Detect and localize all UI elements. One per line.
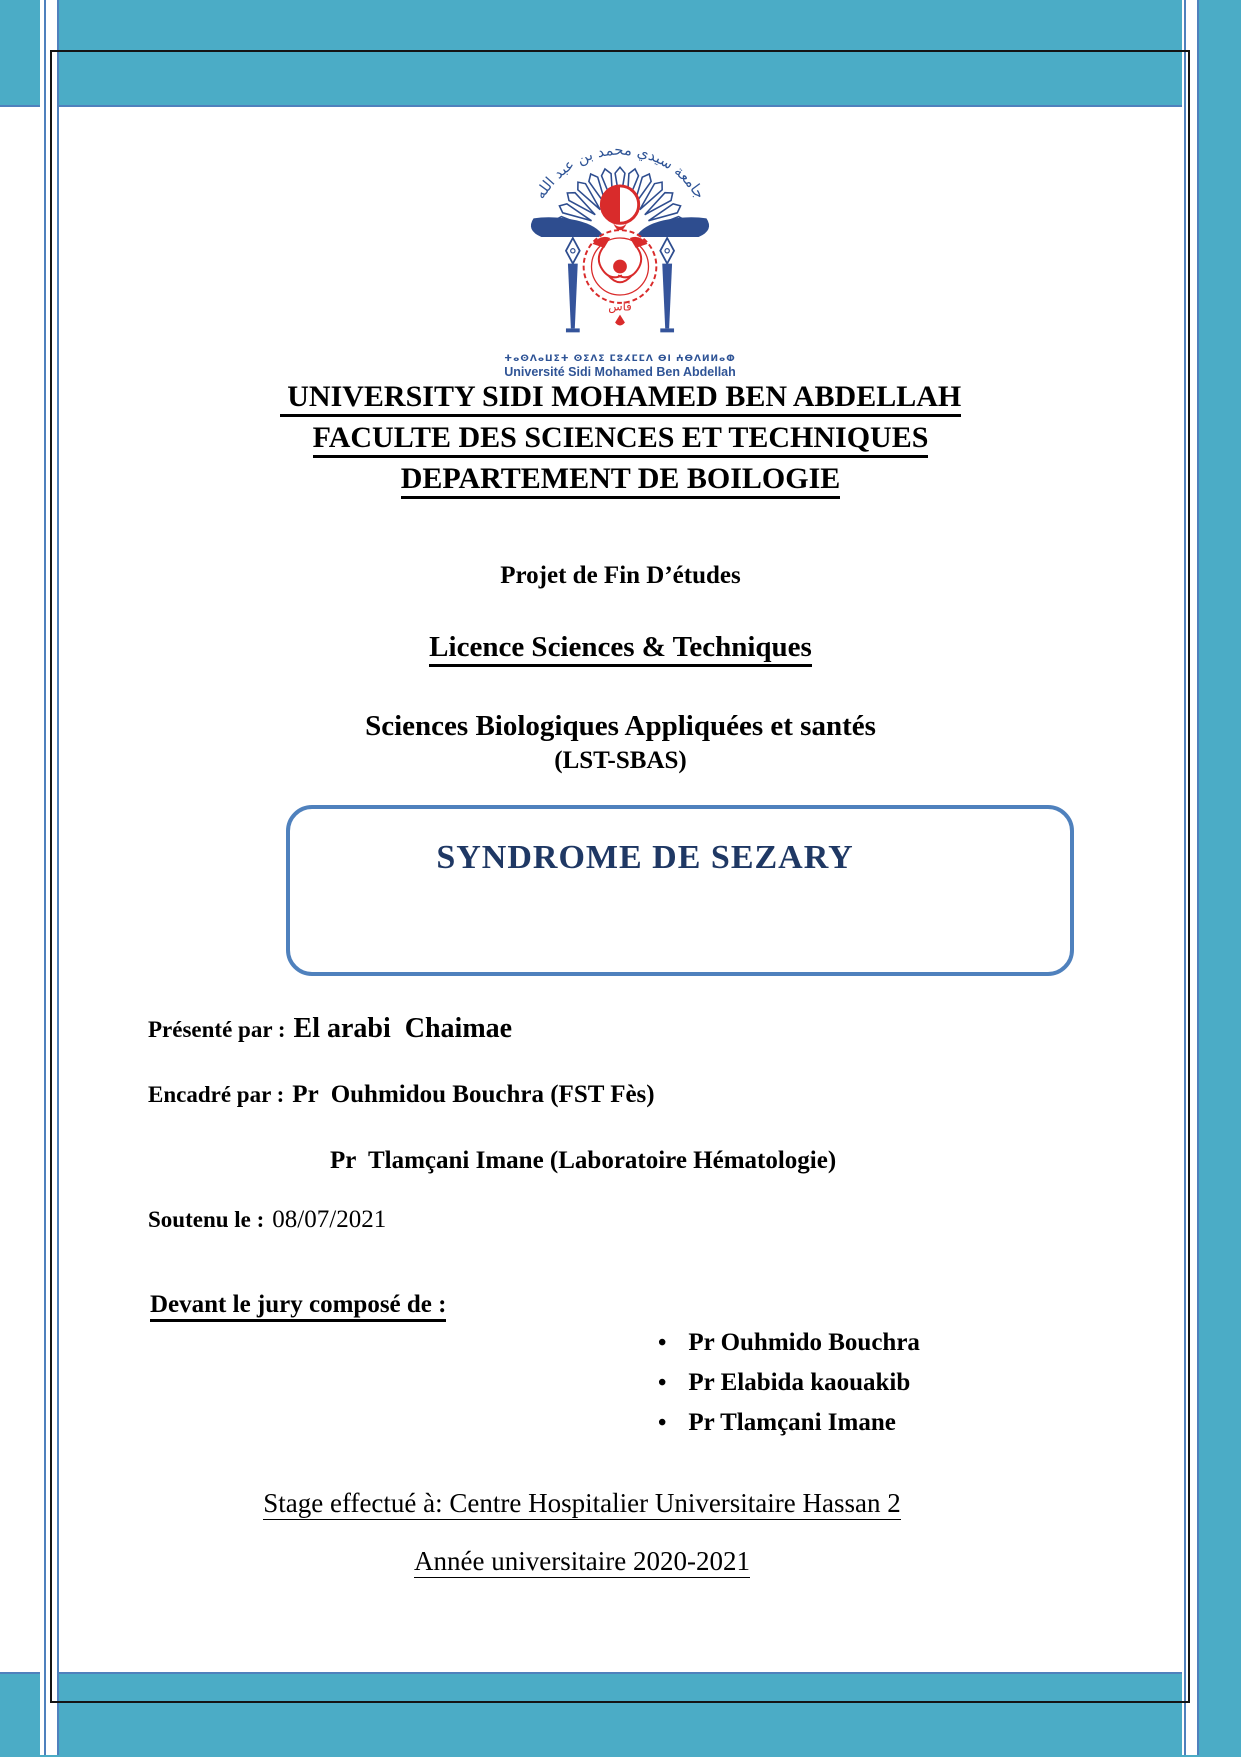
presented-by-line: [148, 1013, 512, 1045]
supervisor-2-value: Pr Tlamçani Imane (Laboratoire Hématologie): [330, 1147, 837, 1174]
rosette-center: [613, 260, 627, 274]
jury-heading-text: Devant le jury composé de :: [150, 1291, 446, 1322]
defense-date-label: Soutenu le :: [148, 1207, 265, 1232]
medallion-finial: [615, 315, 625, 326]
heading-faculty: [59, 417, 1182, 458]
specialty-abbr-line: (LST-SBAS): [554, 747, 687, 774]
logo-caption-fr: Université Sidi Mohamed Ben Abdellah: [504, 365, 736, 379]
specialty-line: Sciences Biologiques Appliquées et santés: [365, 710, 876, 742]
supervisor-2-line: [330, 1147, 836, 1175]
defense-date-value: 08/07/2021: [272, 1206, 387, 1233]
internship-text: Stage effectué à: Centre Hospitalier Universitaire Hassan 2: [263, 1488, 901, 1518]
jury-member-name: Pr Ouhmido Bouchra: [688, 1329, 920, 1356]
heading-faculty-text: FACULTE DES SCIENCES ET TECHNIQUES: [313, 421, 929, 458]
pen-nib-left: [566, 238, 580, 264]
jury-member-name: Pr Elabida kaouakib: [688, 1369, 911, 1396]
jury-member-row: [658, 1409, 920, 1449]
university-logo: [490, 126, 750, 379]
project-type-line: Projet de Fin D’études: [500, 562, 741, 589]
book-base-left: [531, 217, 604, 237]
degree-line: [59, 631, 1182, 664]
bullet-icon: •: [658, 1410, 667, 1436]
degree-text: Licence Sciences & Techniques: [429, 631, 812, 667]
bullet-icon: •: [658, 1330, 667, 1356]
supervised-by-line: [148, 1081, 655, 1109]
thesis-title: SYNDROME DE SEZARY: [436, 839, 854, 876]
heading-university: [59, 376, 1182, 417]
medallion-halo-fill: [601, 186, 620, 223]
bottom-teal-band: [0, 1672, 1241, 1757]
jury-member-name: Pr Tlamçani Imane: [688, 1409, 896, 1436]
jury-list: [658, 1329, 920, 1449]
internship-line: [0, 1488, 1164, 1519]
jury-member-row: [658, 1369, 920, 1409]
column-left: [568, 264, 578, 329]
defense-date-line: [148, 1206, 386, 1234]
heading-university-text: UNIVERSITY SIDI MOHAMED BEN ABDELLAH: [280, 380, 962, 417]
supervised-by-label: Encadré par :: [148, 1082, 285, 1107]
jury-member-row: [658, 1329, 920, 1369]
logo-fes-arabic: فاس: [608, 299, 632, 314]
usmba-logo-graphic: [520, 126, 720, 352]
book-base-right: [636, 217, 709, 237]
jury-heading: [150, 1291, 446, 1319]
column-left-base: [566, 328, 580, 332]
bullet-icon: •: [658, 1370, 667, 1396]
presented-by-value: El arabi Chaimae: [293, 1013, 513, 1044]
logo-tifinagh-line: ⵜⴰⵙⴷⴰⵡⵉⵜ ⵙⵉⴷⵉ ⵎⵓⵃⵎⵎⴷ ⴱⵏ ⵄⴱⴷⵍⵍⴰⵀ: [504, 354, 736, 364]
pen-nib-right: [660, 238, 674, 264]
academic-year-text: Année universitaire 2020-2021: [414, 1546, 750, 1576]
heading-department-text: DEPARTEMENT DE BOILOGIE: [401, 462, 841, 499]
logo-arabic-calligraphy: جامعة سيدي محمد بن عبد الله: [531, 141, 709, 203]
university-headings: [59, 376, 1182, 499]
heading-department: [59, 458, 1182, 499]
right-teal-column: [1197, 0, 1241, 1755]
top-teal-band: [0, 0, 1241, 107]
column-right-base: [660, 328, 674, 332]
supervisor-1-value: Pr Ouhmidou Bouchra (FST Fès): [292, 1081, 655, 1108]
presented-by-label: Présenté par :: [148, 1017, 286, 1042]
academic-year-line: [0, 1546, 1164, 1577]
thesis-title-box: [286, 805, 1074, 976]
column-right: [662, 264, 672, 329]
right-outer-blue-rule: [1184, 0, 1186, 1755]
